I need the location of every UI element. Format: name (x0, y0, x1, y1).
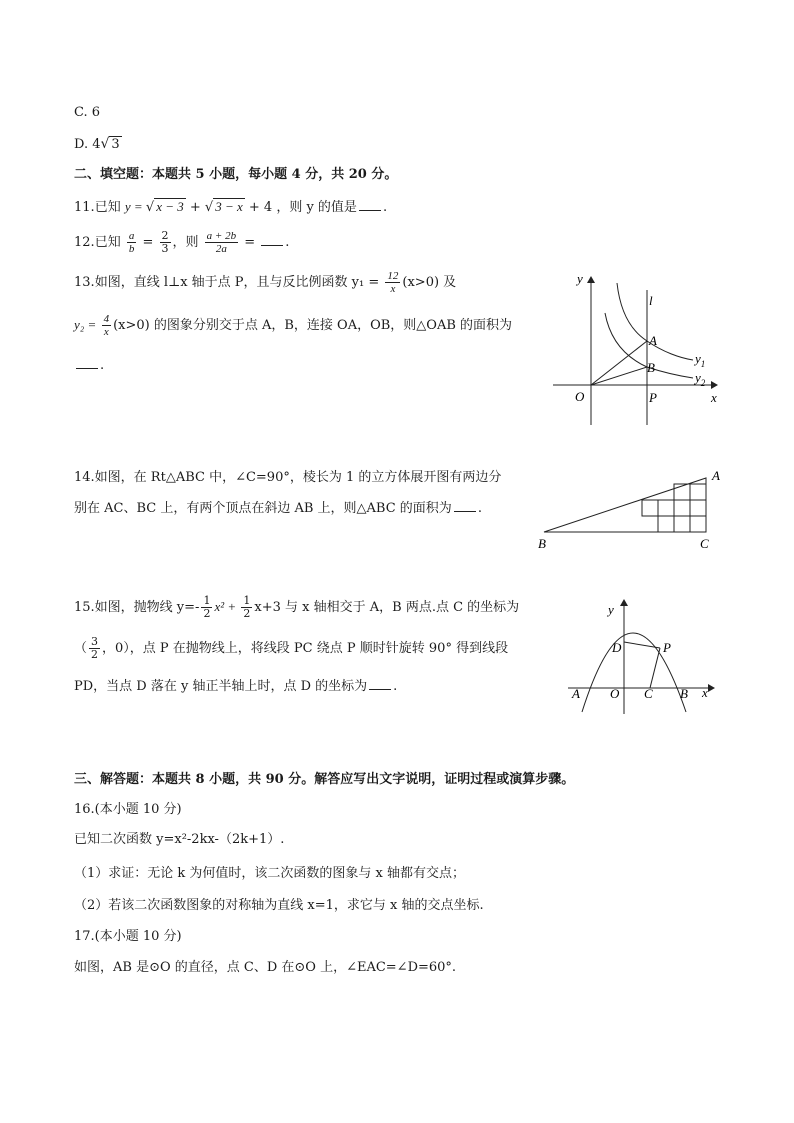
fig15-segment-pc (650, 648, 660, 688)
q12-frac-ab-num: a (128, 230, 135, 242)
q12-frac-23-den: 3 (161, 242, 169, 255)
fig13-label-b: B (647, 360, 655, 375)
q12-text-pre: 已知 (94, 235, 121, 250)
fig14-label-a: A (712, 468, 720, 483)
q13-text1: 如图，直线 l⊥x 轴于点 P，且与反比例函数 y₁ = (94, 275, 384, 290)
q16-heading: 16.(本小题 10 分) (74, 802, 182, 817)
q15-frac3 (89, 636, 100, 661)
question-15-line1 (74, 590, 519, 624)
fig14-triangle (544, 478, 706, 532)
fig15-label-b: B (680, 686, 688, 701)
q12-frac2 (205, 230, 238, 255)
figure-14 (530, 462, 730, 552)
q11-text-post: ，则 y 的值是 (276, 200, 357, 215)
fig13-label-y2-main: y (695, 370, 701, 385)
q12-text-mid: ，则 (172, 235, 199, 250)
q15-frac1-num: 1 (203, 594, 211, 607)
q15-frac3-num: 3 (91, 635, 99, 648)
q13-frac2-num: 4 (103, 313, 110, 325)
option-d-prefix: D. 4 (74, 137, 101, 152)
fig13-label-x: x (711, 390, 717, 405)
fig13-label-y: y (577, 271, 583, 286)
q12-frac2-num: a + 2b (206, 230, 237, 242)
q15-text2-post: ，0），点 P 在抛物线上，将线段 PC 绕点 P 顺时针旋转 90° 得到线段 (102, 641, 509, 656)
section3-heading: 三、解答题：本题共 8 小题，共 90 分。解答应写出文字说明，证明过程或演算步骤。 (74, 772, 575, 787)
section2-heading: 二、填空题：本题共 5 小题，每小题 4 分，共 20 分。 (74, 167, 398, 182)
q12-frac-ab-den: b (128, 243, 135, 255)
q12-frac2-den: 2a (215, 243, 227, 255)
question-15-line2 (74, 632, 508, 666)
q13-frac1 (385, 270, 400, 295)
q13-end: . (100, 358, 105, 373)
q11-end: . (382, 200, 388, 215)
fig13-label-o: O (575, 389, 585, 404)
q15-frac3-den: 2 (91, 648, 99, 661)
q13-text2: (x>0) 的图象分别交于点 A，B，连接 OA，OB，则△OAB 的面积为 (113, 318, 513, 333)
q17-text: 如图，AB 是⊙O 的直径，点 C、D 在⊙O 上，∠EAC=∠D=60°. (74, 960, 457, 975)
q14-answer-blank (454, 499, 476, 512)
q15-frac1 (201, 595, 212, 620)
q15-answer-blank (369, 677, 391, 690)
q15-frac2 (241, 595, 252, 620)
q12-frac-23-num: 2 (161, 229, 169, 242)
q15-mid1: x² + (214, 599, 240, 614)
q14-text2: 别在 AC、BC 上，有两个顶点在斜边 AB 上，则△ABC 的面积为 (74, 501, 452, 516)
q15-text1-pre: 15.如图，抛物线 y=- (74, 600, 200, 615)
q14-end: . (477, 501, 482, 516)
q11-number: 11. (74, 200, 95, 215)
fig14-label-c: C (700, 536, 709, 551)
q12-eq: = (138, 235, 158, 250)
fig13-label-a: A (649, 333, 657, 348)
q11-plus: + (185, 200, 205, 215)
q13-y2: y₂ = (74, 317, 100, 332)
fig13-label-y1-sub: 1 (700, 359, 706, 369)
q15-text1-post: x+3 与 x 轴相交于 A，B 两点.点 C 的坐标为 (254, 600, 520, 615)
question-13-line2 (74, 308, 512, 342)
fig13-label-y1-main: y (695, 351, 701, 366)
q15-frac2-den: 2 (243, 607, 251, 620)
question-13-line1 (74, 266, 456, 300)
q11-text-pre: 已知 (94, 200, 121, 215)
q13-frac1-den: x (390, 283, 396, 295)
q16-part2: （2）若该二次函数图象的对称轴为直线 x=1，求它与 x 轴的交点坐标. (74, 898, 484, 913)
q15-text3: PD，当点 D 落在 y 轴正半轴上时，点 D 的坐标为 (74, 679, 368, 694)
q12-number: 12. (74, 235, 95, 250)
fig13-label-l: l (649, 293, 653, 308)
fig15-label-o: O (610, 686, 620, 701)
q13-cond1: (x>0) 及 (402, 275, 457, 290)
q11-formula-b: + 4 (244, 200, 273, 215)
question-11: 11.已知 y = √ x − 3 + √ 3 − x + 4 ，则 y 的值是 . (74, 199, 388, 215)
q17-heading: 17.(本小题 10 分) (74, 929, 182, 944)
figure-15 (562, 594, 724, 718)
fig15-label-c: C (644, 686, 653, 701)
q16-part1: （1）求证：无论 k 为何值时，该二次函数的图象与 x 轴都有交点； (74, 866, 466, 881)
fig15-segment-pd (624, 642, 660, 648)
q15-end: . (393, 679, 398, 694)
q16-text: 已知二次函数 y=x²-2kx-（2k+1）. (74, 832, 285, 847)
q12-eq2: = (240, 235, 260, 250)
q11-formula-a: y = (124, 199, 146, 214)
fig14-cube-net (642, 484, 706, 532)
option-d: D. 4√ 3 (74, 136, 120, 152)
fig15-label-p: P (663, 640, 671, 655)
fig15-label-x: x (702, 685, 708, 700)
q12-end: . (285, 235, 290, 250)
fig14-label-b: B (538, 536, 546, 551)
figure-13 (545, 265, 725, 430)
question-14-line2 (74, 499, 482, 519)
option-c: C. 6 (74, 105, 101, 120)
fig13-segment-ob (591, 367, 647, 385)
fig15-label-a: A (572, 686, 580, 701)
q12-frac-ab (127, 230, 137, 255)
fig13-label-p: P (649, 390, 657, 405)
q13-frac1-num: 12 (387, 270, 399, 282)
fig15-label-y: y (608, 602, 614, 617)
fig13-label-y1 (693, 351, 705, 369)
q12-frac-23 (160, 230, 171, 255)
fig13-curve-y1 (617, 283, 693, 360)
fig15-label-d: D (612, 640, 622, 655)
q12-answer-blank (261, 233, 283, 246)
question-13-line3 (74, 356, 104, 376)
q11-answer-blank (359, 198, 381, 211)
q15-frac2-num: 1 (243, 594, 251, 607)
q15-paren-open: （ (74, 641, 88, 656)
question-12 (74, 226, 289, 260)
q11-root2: 3 − x (215, 199, 243, 214)
q13-frac2-den: x (103, 326, 109, 338)
q11-root1: x − 3 (156, 199, 184, 214)
q13-frac2 (102, 313, 112, 338)
fig13-label-y2-sub: 2 (700, 378, 706, 388)
question-15-line3 (74, 677, 397, 697)
question-14-line1: 14.如图，在 Rt△ABC 中，∠C=90°，棱长为 1 的立方体展开图有两边分 (74, 470, 502, 485)
q13-answer-blank (76, 356, 98, 369)
q15-frac1-den: 2 (203, 607, 211, 620)
q13-number: 13. (74, 275, 95, 290)
option-d-root: 3 (111, 137, 120, 152)
